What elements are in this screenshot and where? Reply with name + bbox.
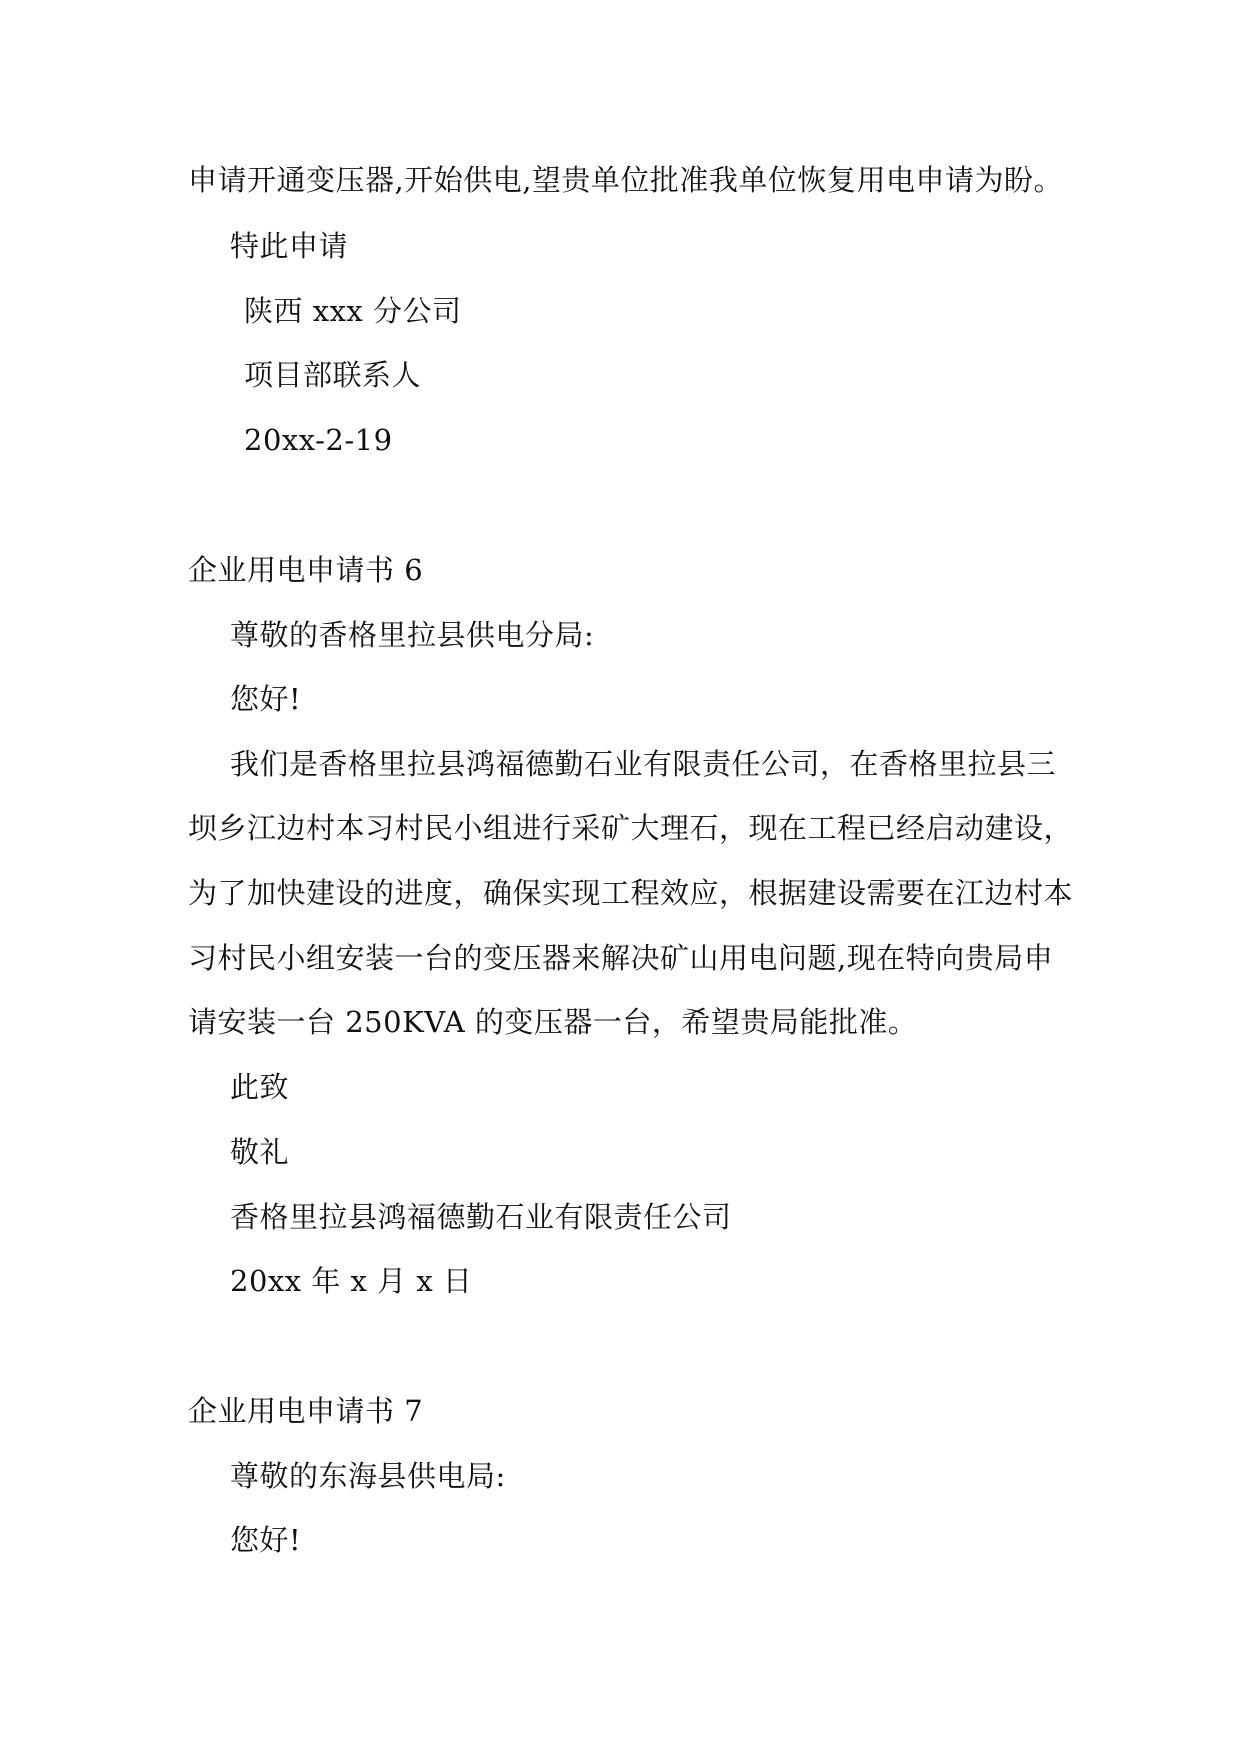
letter5-date: 20xx-2-19 (244, 423, 393, 457)
letter6-salutation: 尊敬的香格里拉县供电分局: (230, 618, 595, 652)
letter6-greeting: 您好! (230, 682, 302, 716)
letter5-company: 陕西 xxx 分公司 (244, 294, 462, 328)
letter6-body-line: 为了加快建设的进度，确保实现工程效应，根据建设需要在江边村本 (188, 876, 1074, 910)
letter6-date: 20xx 年 x 月 x 日 (230, 1264, 473, 1298)
letter6-title: 企业用电申请书 6 (188, 553, 424, 587)
letter5-closing: 特此申请 (230, 229, 349, 263)
letter7-title: 企业用电申请书 7 (188, 1394, 424, 1428)
letter7-greeting: 您好! (230, 1523, 302, 1557)
letter6-body-line: 习村民小组安装一台的变压器来解决矿山用电问题,现在特向贵局申 (188, 941, 1054, 975)
letter6-closing-2: 敬礼 (230, 1135, 290, 1169)
letter5-contact: 项目部联系人 (244, 358, 422, 392)
letter6-body-line: 请安装一台 250KVA 的变压器一台，希望贵局能批准。 (188, 1005, 918, 1039)
letter6-closing-1: 此致 (230, 1070, 290, 1104)
letter6-signature: 香格里拉县鸿福德勤石业有限责任公司 (230, 1200, 732, 1234)
letter7-salutation: 尊敬的东海县供电局: (230, 1459, 506, 1493)
letter5-last-line: 申请开通变压器,开始供电,望贵单位批准我单位恢复用电申请为盼。 (188, 163, 1063, 197)
letter6-body-line: 坝乡江边村本习村民小组进行采矿大理石，现在工程已经启动建设， (188, 811, 1074, 845)
letter6-body-line: 我们是香格里拉县鸿福德勤石业有限责任公司，在香格里拉县三 (230, 747, 1057, 781)
